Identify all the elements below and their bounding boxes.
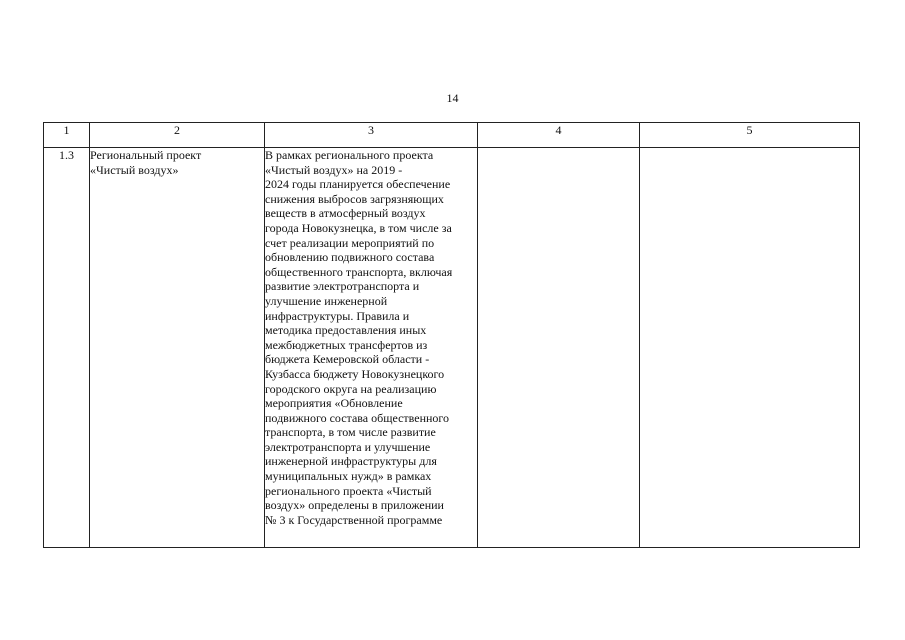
description-line: счет реализации мероприятий по <box>265 235 435 250</box>
description-line: веществ в атмосферный воздух <box>265 206 426 221</box>
description-line: городского округа на реализацию <box>265 381 437 396</box>
description-line: улучшение инженерной <box>265 293 388 308</box>
description-line: № 3 к Государственной программе <box>265 512 443 527</box>
description-line: Кузбасса бюджету Новокузнецкого <box>265 366 445 381</box>
row-number-cell: 1.3 <box>44 148 90 548</box>
column-header-4: 4 <box>478 123 640 148</box>
description-line: электротранспорта и улучшение <box>265 439 431 454</box>
description-line: муниципальных нужд» в рамках <box>265 469 432 484</box>
description-line: транспорта, в том числе развитие <box>265 425 436 440</box>
description-line: регионального проекта «Чистый <box>265 483 432 498</box>
description-line: общественного транспорта, включая <box>265 264 453 279</box>
project-name-line: Региональный проект <box>90 148 202 162</box>
description-line: снижения выбросов загрязняющих <box>265 191 444 206</box>
description-line: бюджета Кемеровской области - <box>265 352 430 367</box>
description-line: инфраструктуры. Правила и <box>265 308 410 323</box>
project-name-cell <box>90 148 265 548</box>
column-5-cell <box>640 148 860 548</box>
description-line: межбюджетных трансфертов из <box>265 337 428 352</box>
description-line: мероприятия «Обновление <box>265 396 403 411</box>
document-table <box>43 122 860 548</box>
page-number: 14 <box>446 91 459 105</box>
description-line: инженерной инфраструктуры для <box>265 454 437 469</box>
description-line: 2024 годы планируется обеспечение <box>265 177 451 192</box>
column-header-1: 1 <box>44 123 90 148</box>
column-4-cell <box>478 148 640 548</box>
description-line: обновлению подвижного состава <box>265 250 435 265</box>
description-line: «Чистый воздух» на 2019 - <box>265 162 403 177</box>
description-line: подвижного состава общественного <box>265 410 450 425</box>
project-name-line: «Чистый воздух» <box>90 162 179 177</box>
description-line: развитие электротранспорта и <box>265 279 420 294</box>
table-row <box>44 148 860 548</box>
description-cell <box>265 148 478 548</box>
column-header-2: 2 <box>90 123 265 148</box>
column-header-5: 5 <box>640 123 860 148</box>
table-header-row <box>44 123 860 148</box>
column-header-3: 3 <box>265 123 478 148</box>
description-line: города Новокузнецка, в том числе за <box>265 220 452 235</box>
description-line: методика предоставления иных <box>265 323 427 338</box>
description-line: воздух» определены в приложении <box>265 498 444 513</box>
description-line: В рамках регионального проекта <box>265 148 434 162</box>
